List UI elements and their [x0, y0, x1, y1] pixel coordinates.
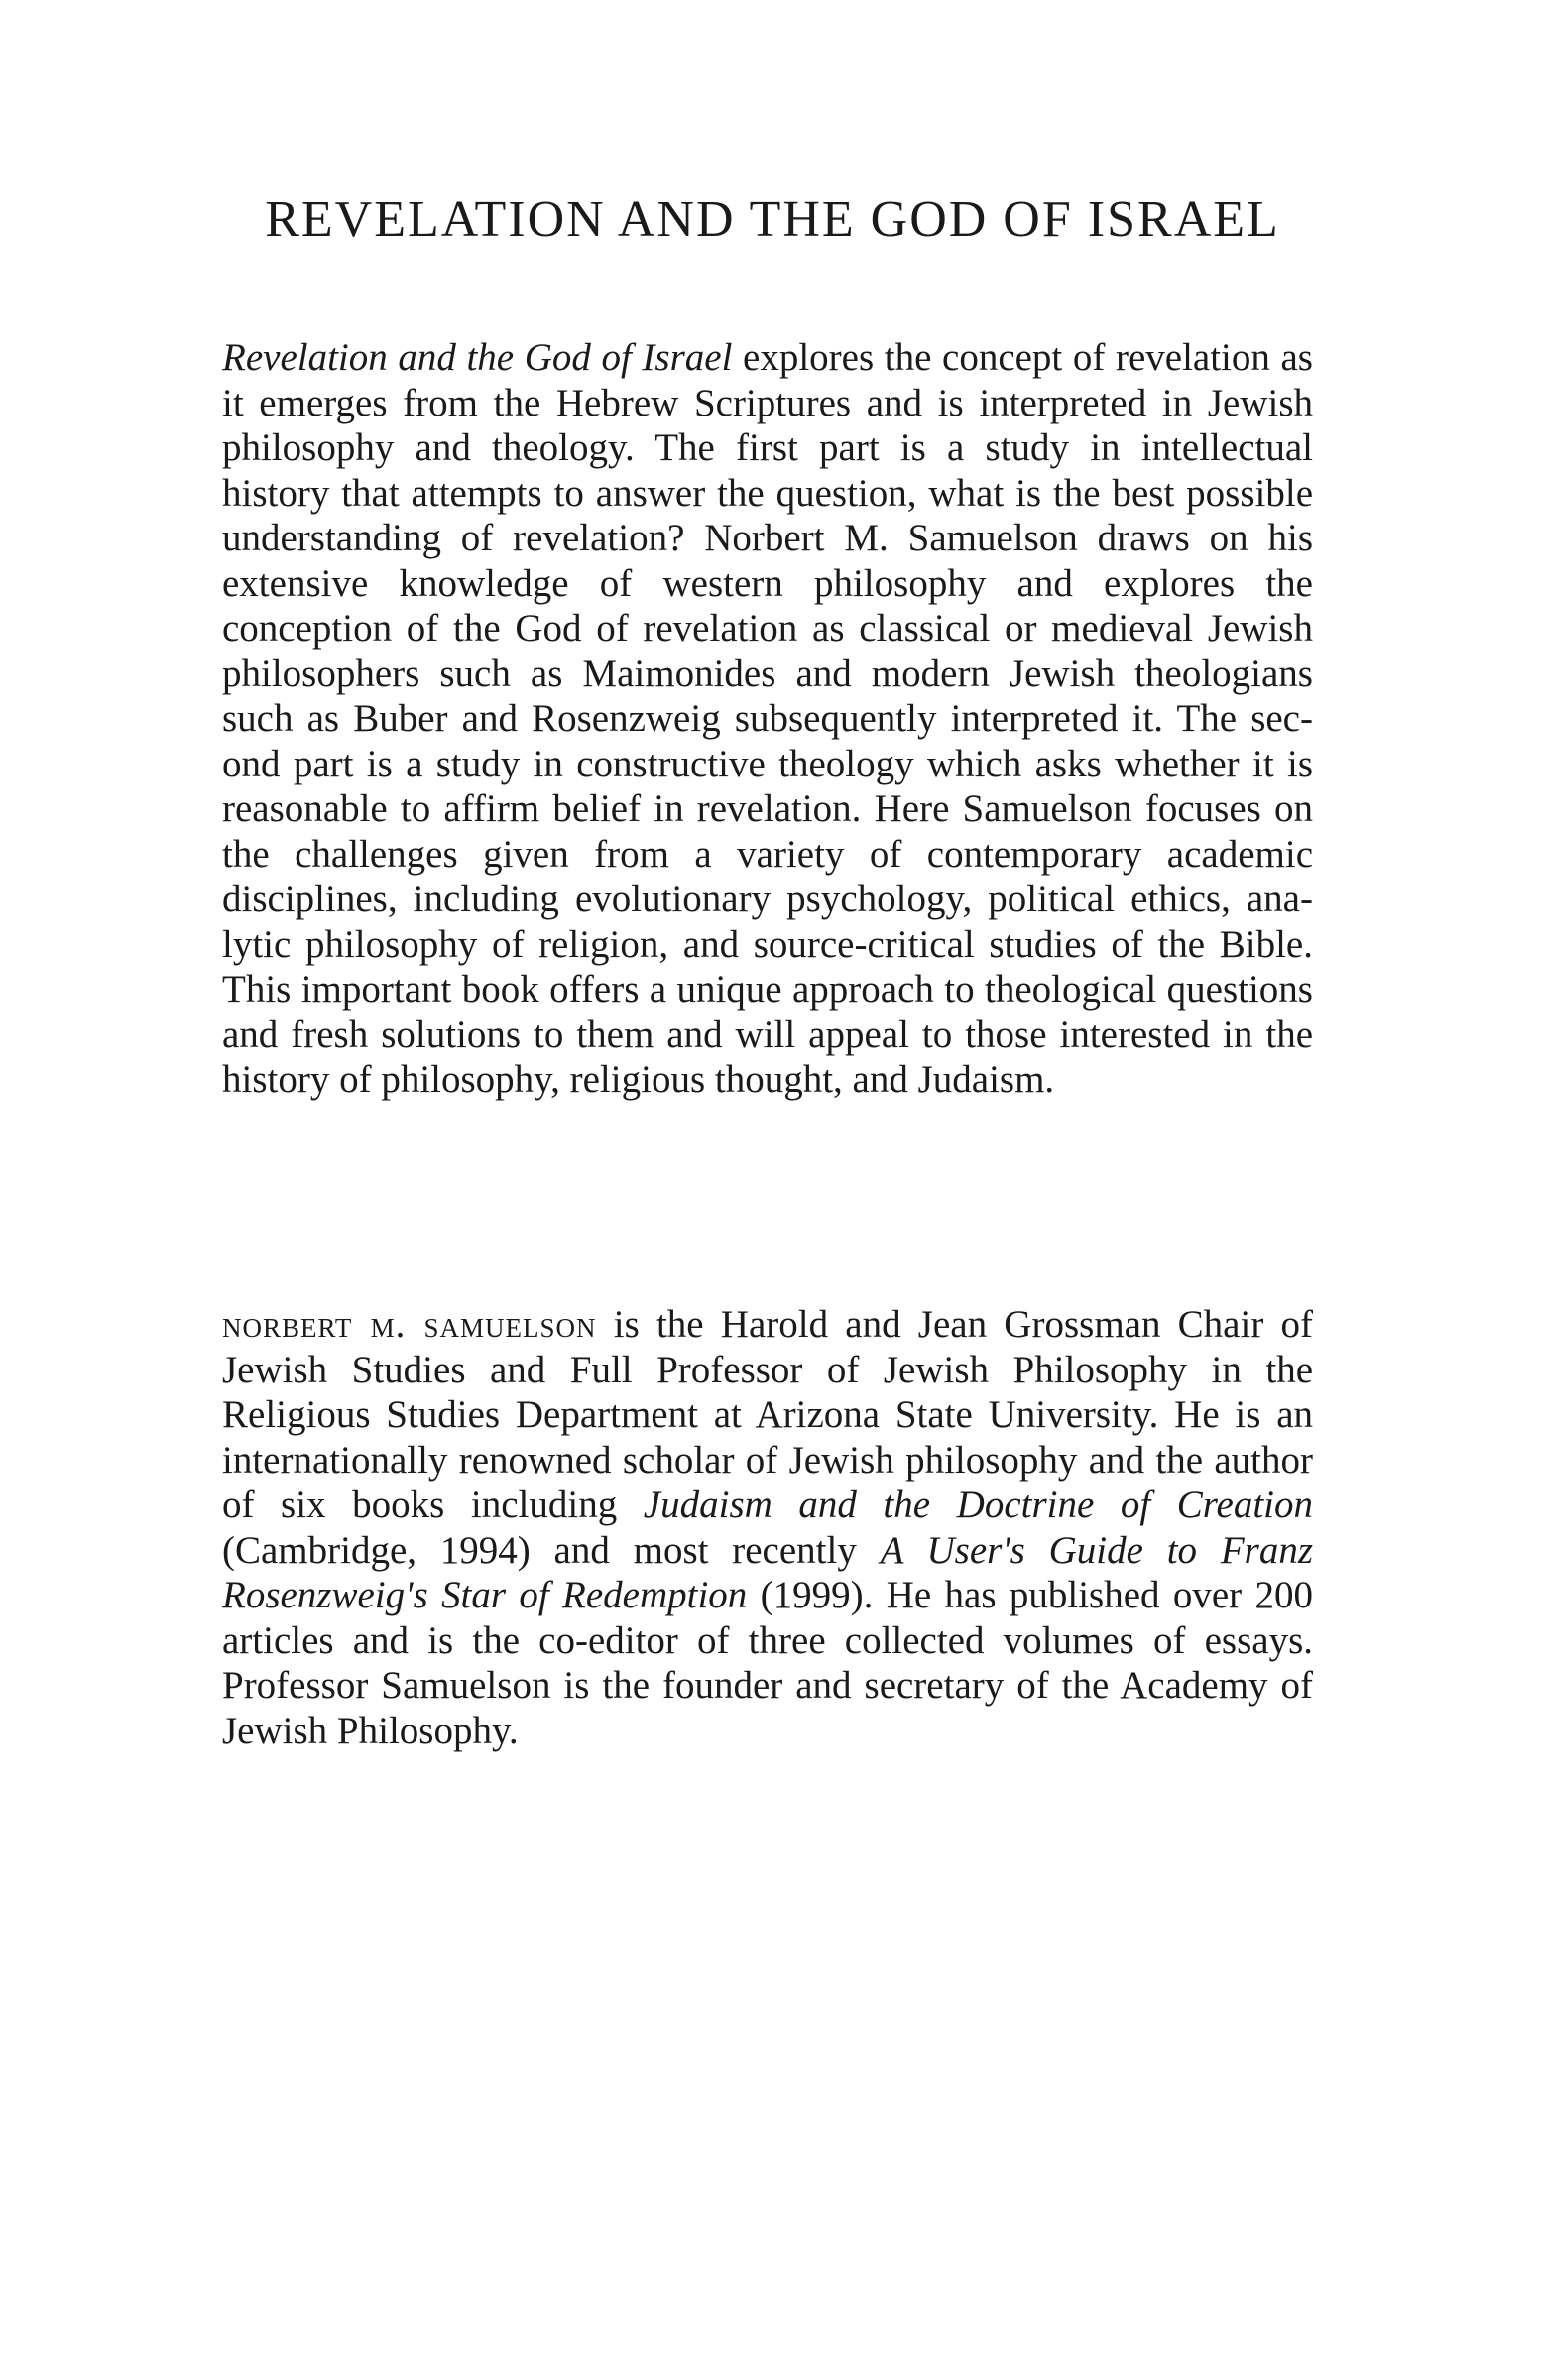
author-name: norbert m. samuelson: [222, 1303, 597, 1346]
page-title: REVELATION AND THE GOD OF ISRAEL: [265, 191, 1280, 248]
author-bio: [222, 1302, 1313, 1753]
bio-text-2: (Cambridge, 1994) and most recently: [222, 1528, 881, 1572]
book-title: Revelation and the God of Israel: [222, 336, 733, 379]
description-text: explores the concept of revelation as it emerges from the Hebrew Scriptures and is interpreted in Jewish philosophy and theology. The first part is a study in intellectual history that attempts to answer the question, what is the best possible understanding of revelation? Norbert M. Samuelson draws on his extensive knowledge of western philosophy and explores the conception of the God of revelation as classical or medieval Jewish philosophers such as Maimonides and modern Jewish theologians such as Buber and Rosenzweig subsequently interpreted it. The second part is a study in constructive theology which asks whether it is reasonable to affirm belief in revelation. Here Samuelson focuses on the challenges given from a variety of contemporary academic disciplines, including evolutionary psychology, political ethics, analytic philosophy of religion, and source-critical studies of the Bible. This important book offers a unique approach to theological questions and fresh solutions to them and will appeal to those interested in the history of philosophy, religious thought, and Judaism.: [222, 336, 1313, 1101]
bio-text-1: is the Harold and Jean Grossman Chair of Jewish Studies and Full Professor of Jewish Philosophy in the Religious Studies Department at Arizona State University. He is an internationally renowned scholar of Jewish philosophy and the author of six books including: [222, 1303, 1313, 1526]
book-description: [222, 335, 1313, 1103]
bio-text-3: (1999). He has published over 200 articles and is the co-editor of three collected volumes of essays. Professor Samuelson is the founder and secretary of the Academy of Jewish Philosophy.: [222, 1574, 1313, 1752]
bio-book-2: A User's Guide to Franz Rosenzweig's Star of Redemption: [222, 1528, 1313, 1616]
bio-book-1: Judaism and the Doctrine of Creation: [643, 1484, 1313, 1526]
